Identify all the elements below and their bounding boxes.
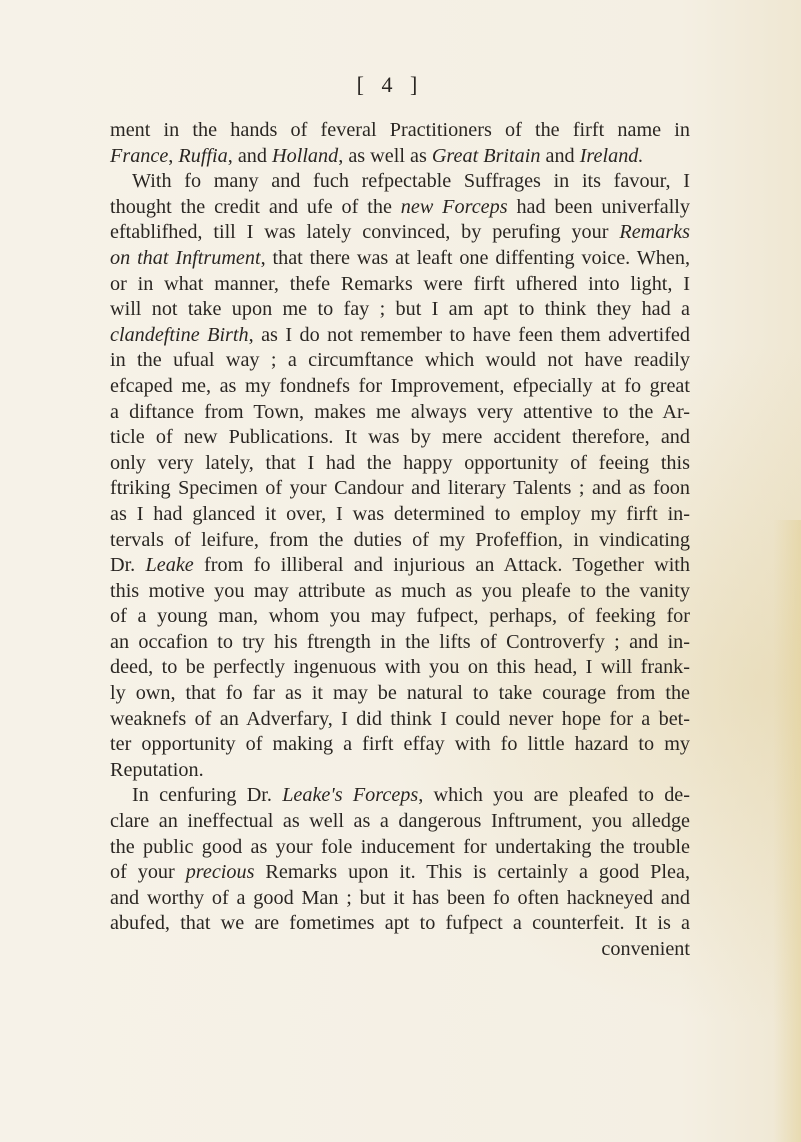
text-run: had been univerfally <box>507 195 690 218</box>
text-run: , that there was at leaft one diffenting voice. When, <box>260 246 690 269</box>
text-run: will not take upon me to fay ; but I am apt to think they had a <box>110 298 690 321</box>
text-run: clare an ineffectual as well as a dangerous Inftrument, you alledge <box>110 810 690 833</box>
text-line <box>110 528 690 554</box>
text-run: , as I do not remember to have feen them advertifed <box>248 323 690 346</box>
text-run: ftriking Specimen of your Candour and literary Talents ; and as foon <box>110 477 690 500</box>
text-run: ly own, that fo far as it may be natural to take courage from the <box>110 682 690 705</box>
text-run: Reputation. <box>110 758 204 781</box>
text-line <box>110 451 690 477</box>
italic-text: precious <box>185 861 255 884</box>
italic-text: Great Britain <box>431 144 541 167</box>
text-run: efcaped me, as my fondnefs for Improvement, efpecially at fo great <box>110 374 690 397</box>
text-run: or in what manner, thefe Remarks were firft ufhered into light, I <box>110 272 690 295</box>
text-run: as I had glanced it over, I was determined to employ my firft in- <box>110 502 690 525</box>
text-run: eftablifhed, till I was lately convinced, by perufing your <box>110 221 620 244</box>
text-line <box>110 323 690 349</box>
text-line <box>110 707 690 733</box>
text-line <box>110 860 690 886</box>
italic-text: Ruffia <box>178 144 228 167</box>
italic-text: Ireland. <box>579 144 644 167</box>
italic-text: Leake <box>145 554 194 577</box>
text-line <box>110 272 690 298</box>
text-line <box>110 911 690 937</box>
italic-text: France <box>110 144 169 167</box>
text-line <box>110 297 690 323</box>
text-run: deed, to be perfectly ingenuous with you on this head, I will frank- <box>110 656 690 679</box>
text-run: an occafion to try his ftrength in the lifts of Controverfy ; and in- <box>110 630 690 653</box>
text-run: Remarks upon it. This is certainly a good Plea, <box>254 861 690 884</box>
text-run: from fo illiberal and injurious an Attack. Together with <box>193 554 691 577</box>
italic-text: Remarks <box>619 221 690 244</box>
text-line <box>110 195 690 221</box>
text-line <box>110 400 690 426</box>
text-line <box>110 374 690 400</box>
text-run: weaknefs of an Adverfary, I did think I could never hope for a bet- <box>110 707 690 730</box>
text-line <box>110 425 690 451</box>
text-line <box>110 681 690 707</box>
italic-text: on that Inftrument <box>110 246 261 269</box>
text-run: abufed, that we are fometimes apt to fufpect a counterfeit. It is a <box>110 912 690 935</box>
text-run: in the ufual way ; a circumftance which would not have readily <box>110 349 690 372</box>
text-run: only very lately, that I had the happy opportunity of feeing this <box>110 451 690 474</box>
text-run: of a young man, whom you may fufpect, perhaps, of feeking for <box>110 605 690 628</box>
text-run: a diftance from Town, makes me always very attentive to the Ar- <box>110 400 690 423</box>
text-run: convenient <box>601 938 690 960</box>
text-line <box>110 809 690 835</box>
text-line <box>110 758 690 784</box>
text-line <box>110 937 690 963</box>
text-line <box>110 502 690 528</box>
italic-text: Holland <box>272 144 339 167</box>
text-run: ticle of new Publications. It was by mere accident therefore, and <box>110 426 690 449</box>
text-line <box>110 553 690 579</box>
italic-text: clandeftine Birth <box>110 323 249 346</box>
text-line <box>110 476 690 502</box>
italic-text: Leake's Forceps <box>282 784 419 807</box>
text-line <box>110 220 690 246</box>
text-line <box>110 835 690 861</box>
page-number: [ 4 ] <box>356 72 424 97</box>
text-line <box>110 630 690 656</box>
text-line <box>110 144 690 170</box>
text-run: of your <box>110 861 186 884</box>
italic-text: new Forceps <box>400 195 508 218</box>
body-text <box>110 118 690 963</box>
text-run: , as well as <box>338 144 432 167</box>
text-run: In cenfuring Dr. <box>132 784 283 807</box>
text-run: and <box>540 144 580 167</box>
text-run: thought the credit and ufe of the <box>110 195 401 218</box>
text-run: , which you are pleafed to de- <box>418 784 690 807</box>
text-line <box>110 246 690 272</box>
text-line <box>110 579 690 605</box>
text-line <box>110 169 690 195</box>
text-line <box>110 886 690 912</box>
text-run: , <box>168 144 179 167</box>
text-run: Dr. <box>110 554 146 577</box>
text-run: , and <box>227 144 273 167</box>
text-line <box>110 783 690 809</box>
text-run: ment in the hands of feveral Practitioners of the firft name in <box>110 119 690 141</box>
text-run: ter opportunity of making a firft effay with fo little hazard to my <box>110 733 690 756</box>
text-line <box>110 732 690 758</box>
text-run: and worthy of a good Man ; but it has been fo often hackneyed and <box>110 886 690 909</box>
text-run: tervals of leifure, from the duties of my Profeffion, in vindicating <box>110 528 690 551</box>
text-line <box>110 604 690 630</box>
text-run: With fo many and fuch refpectable Suffrages in its favour, I <box>132 170 690 193</box>
page-edge-stain <box>773 520 801 1142</box>
text-run: the public good as your fole inducement for undertaking the trouble <box>110 835 690 858</box>
text-line <box>110 655 690 681</box>
text-line <box>110 348 690 374</box>
text-line <box>110 118 690 144</box>
text-run: this motive you may attribute as much as you pleafe to the vanity <box>110 579 690 602</box>
